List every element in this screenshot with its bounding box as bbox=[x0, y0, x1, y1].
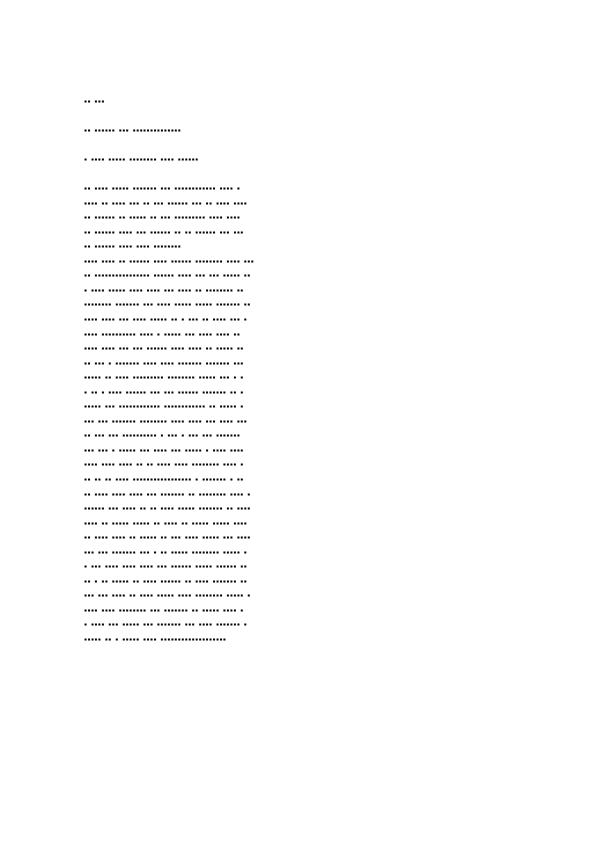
paragraph-2-line: ▪▪▪▪ ▪▪▪▪ ▪▪▪▪▪▪▪▪ ▪▪▪ ▪▪▪▪▪▪▪ ▪▪ ▪▪▪▪▪ ▪▪▪▪ ▪ bbox=[84, 608, 244, 614]
document-subtitle: ▪▪ ▪▪▪▪▪▪ ▪▪▪ ▪▪▪▪▪▪▪▪▪▪▪▪▪▪ bbox=[84, 128, 182, 134]
paragraph-2-line: ▪▪▪▪▪ ▪▪ ▪ ▪▪▪▪▪ ▪▪▪▪ ▪▪▪▪▪▪▪▪▪▪▪▪▪▪▪▪▪▪▪ bbox=[84, 637, 227, 643]
paragraph-2-line: ▪▪ ▪ ▪▪ ▪▪▪▪▪ ▪▪ ▪▪▪▪ ▪▪▪▪▪▪ ▪▪ ▪▪▪▪ ▪▪▪▪▪▪▪ ▪▪ bbox=[84, 579, 248, 585]
paragraph-2-line: ▪▪ ▪▪▪ ▪▪▪ ▪▪▪▪▪▪▪▪▪▪ ▪ ▪▪▪ ▪ ▪▪▪ ▪▪▪ ▪▪▪▪▪▪▪ bbox=[84, 433, 241, 439]
paragraph-2-line: ▪▪▪▪ ▪▪▪▪ ▪▪▪ ▪▪▪▪ ▪▪▪▪▪ ▪▪ ▪ ▪▪▪ ▪▪ ▪▪▪▪ ▪▪▪ ▪ bbox=[84, 317, 248, 323]
paragraph-2-line: ▪▪▪▪ ▪▪▪▪ ▪▪▪ ▪▪▪ ▪▪▪▪▪▪ ▪▪▪▪ ▪▪▪▪ ▪▪ ▪▪▪▪▪ ▪▪ bbox=[84, 346, 244, 352]
paragraph-2-line: ▪ ▪▪▪▪ ▪▪▪ ▪▪▪▪▪ ▪▪▪ ▪▪▪▪▪▪▪ ▪▪▪ ▪▪▪▪ ▪▪▪▪▪▪▪ ▪ bbox=[84, 622, 248, 628]
paragraph-1-line: ▪▪▪▪ ▪▪ ▪▪▪▪ ▪▪▪ ▪▪ ▪▪▪ ▪▪▪▪▪▪ ▪▪▪ ▪▪ ▪▪▪▪ ▪▪▪▪ bbox=[84, 201, 248, 207]
paragraph-2-line: ▪▪▪▪ ▪▪▪▪ ▪▪ ▪▪▪▪▪▪ ▪▪▪▪ ▪▪▪▪▪▪ ▪▪▪▪▪▪▪▪ ▪▪▪▪ ▪▪▪ bbox=[84, 259, 255, 265]
paragraph-2-line: ▪▪ ▪▪ ▪▪ ▪▪▪▪ ▪▪▪▪▪▪▪▪▪▪▪▪▪▪▪▪▪ ▪ ▪▪▪▪▪▪▪ ▪ ▪▪ bbox=[84, 477, 244, 483]
paragraph-1-line: ▪▪ ▪▪▪▪ ▪▪▪▪▪ ▪▪▪▪▪▪▪ ▪▪▪ ▪▪▪▪▪▪▪▪▪▪▪▪ ▪▪▪▪ ▪ bbox=[84, 186, 241, 192]
paragraph-2-line: ▪▪▪▪▪ ▪▪▪ ▪▪▪▪▪▪▪▪▪▪▪▪ ▪▪▪▪▪▪▪▪▪▪▪▪ ▪▪ ▪▪▪▪▪ ▪ bbox=[84, 404, 244, 410]
section-title: ▪ ▪▪▪▪ ▪▪▪▪▪ ▪▪▪▪▪▪▪▪ ▪▪▪▪ ▪▪▪▪▪▪ bbox=[84, 157, 199, 163]
paragraph-2-line: ▪▪▪▪ ▪▪▪▪ ▪▪▪▪ ▪▪ ▪▪ ▪▪▪▪ ▪▪▪▪ ▪▪▪▪▪▪▪▪ ▪▪▪▪ ▪ bbox=[84, 462, 244, 468]
paragraph-2-line: ▪▪ ▪▪▪▪ ▪▪▪▪ ▪▪ ▪▪▪▪▪ ▪▪ ▪▪▪ ▪▪▪▪ ▪▪▪▪▪ ▪▪▪ ▪▪▪▪ bbox=[84, 535, 251, 541]
paragraph-2-line: ▪ ▪▪▪▪ ▪▪▪▪▪ ▪▪▪▪ ▪▪▪▪ ▪▪▪ ▪▪▪▪ ▪▪ ▪▪▪▪▪▪▪▪ ▪▪ bbox=[84, 288, 244, 294]
paragraph-2-line: ▪▪▪▪▪▪ ▪▪▪ ▪▪▪▪ ▪▪ ▪▪ ▪▪▪▪ ▪▪▪▪▪ ▪▪▪▪▪▪▪ ▪▪ ▪▪▪▪ bbox=[84, 506, 251, 512]
paragraph-2-line: ▪▪▪▪ ▪▪▪▪▪▪▪▪▪▪ ▪▪▪▪ ▪ ▪▪▪▪▪ ▪▪▪ ▪▪▪▪ ▪▪▪▪ ▪▪ bbox=[84, 332, 241, 338]
paragraph-1-line: ▪▪ ▪▪▪▪▪▪ ▪▪▪▪ ▪▪▪ ▪▪▪▪▪▪ ▪▪ ▪▪ ▪▪▪▪▪▪ ▪▪▪ ▪▪▪ bbox=[84, 230, 244, 236]
paragraph-2-line: ▪▪ ▪▪▪▪▪▪▪▪▪▪▪▪▪▪▪▪ ▪▪▪▪▪▪ ▪▪▪▪ ▪▪▪ ▪▪▪ ▪▪▪▪▪ ▪▪ bbox=[84, 273, 251, 279]
paragraph-2-line: ▪▪▪▪▪▪▪▪ ▪▪▪▪▪▪▪ ▪▪▪ ▪▪▪▪ ▪▪▪▪▪ ▪▪▪▪▪ ▪▪▪▪▪▪▪ ▪▪ bbox=[84, 302, 251, 308]
paragraph-2-line: ▪▪▪ ▪▪▪ ▪▪▪▪▪▪▪ ▪▪▪ ▪ ▪▪ ▪▪▪▪▪ ▪▪▪▪▪▪▪▪ ▪▪▪▪▪ ▪ bbox=[84, 550, 248, 556]
paragraph-2-line: ▪ ▪▪▪ ▪▪▪▪ ▪▪▪▪ ▪▪▪▪ ▪▪▪ ▪▪▪▪▪▪ ▪▪▪▪▪ ▪▪▪▪▪▪ ▪▪ bbox=[84, 564, 248, 570]
paragraph-2-line: ▪ ▪▪ ▪ ▪▪▪▪ ▪▪▪▪▪▪ ▪▪▪ ▪▪▪ ▪▪▪▪▪▪ ▪▪▪▪▪▪▪ ▪▪ ▪ bbox=[84, 390, 244, 396]
paragraph-2-line: ▪▪▪▪▪ ▪▪ ▪▪▪▪ ▪▪▪▪▪▪▪▪▪ ▪▪▪▪▪▪▪▪ ▪▪▪▪▪ ▪▪▪ ▪ ▪ bbox=[84, 375, 244, 381]
paragraph-2-line: ▪▪▪ ▪▪▪ ▪▪▪▪▪▪▪ ▪▪▪▪▪▪▪▪ ▪▪▪▪ ▪▪▪▪ ▪▪▪ ▪▪▪▪ ▪▪▪ bbox=[84, 419, 248, 425]
page-heading: ▪▪ ▪▪▪ bbox=[84, 99, 105, 105]
paragraph-1-line: ▪▪ ▪▪▪▪▪▪ ▪▪ ▪▪▪▪▪ ▪▪ ▪▪▪ ▪▪▪▪▪▪▪▪▪ ▪▪▪▪ ▪▪▪▪ bbox=[84, 215, 241, 221]
paragraph-2-line: ▪▪▪ ▪▪▪ ▪▪▪▪ ▪▪ ▪▪▪▪ ▪▪▪▪▪ ▪▪▪▪ ▪▪▪▪▪▪▪▪ ▪▪▪▪▪ ▪ bbox=[84, 593, 251, 599]
paragraph-2-line: ▪▪▪▪ ▪▪ ▪▪▪▪▪ ▪▪▪▪▪ ▪▪ ▪▪▪▪ ▪▪ ▪▪▪▪▪ ▪▪▪▪▪ ▪▪▪▪ bbox=[84, 521, 248, 527]
paragraph-1-line: ▪▪ ▪▪▪▪▪▪ ▪▪▪▪ ▪▪▪▪ ▪▪▪▪▪▪▪▪ bbox=[84, 244, 182, 250]
paragraph-2-line: ▪▪ ▪▪▪▪ ▪▪▪▪ ▪▪▪▪ ▪▪▪ ▪▪▪▪▪▪▪ ▪▪ ▪▪▪▪▪▪▪▪ ▪▪▪▪ ▪ bbox=[84, 492, 251, 498]
paragraph-2-line: ▪▪ ▪▪▪ ▪ ▪▪▪▪▪▪▪ ▪▪▪▪ ▪▪▪▪ ▪▪▪▪▪▪▪ ▪▪▪▪▪▪▪ ▪▪▪ bbox=[84, 361, 244, 367]
paragraph-2-line: ▪▪▪ ▪▪▪ ▪ ▪▪▪▪▪ ▪▪▪ ▪▪▪▪ ▪▪▪ ▪▪▪▪▪ ▪ ▪▪▪▪ ▪▪▪▪ bbox=[84, 448, 244, 454]
